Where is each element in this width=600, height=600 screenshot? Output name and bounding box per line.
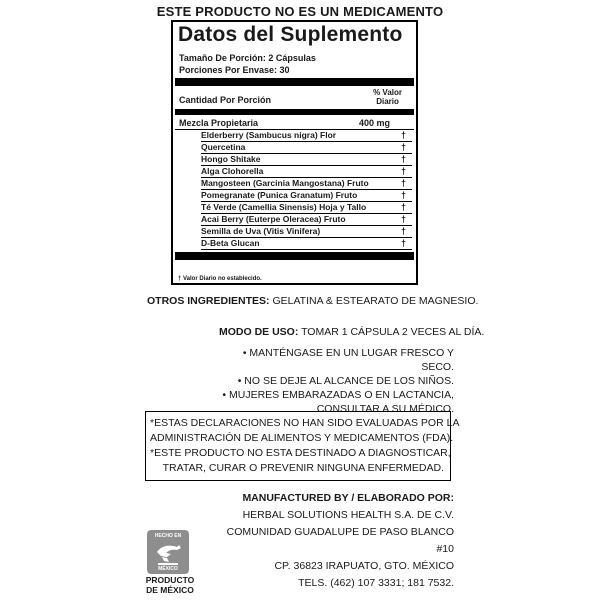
warning-item: • MUJERES EMBARAZADAS O EN LACTANCIA, xyxy=(222,389,454,401)
dagger-mark: † xyxy=(400,130,406,140)
manufacturer-block xyxy=(212,490,454,592)
seal-bottom-text: MÉXICO xyxy=(158,566,178,572)
product-origin-caption xyxy=(140,575,200,595)
warnings-list xyxy=(210,346,454,416)
seal-top-text: HECHO EN xyxy=(154,533,182,539)
ingredient-row xyxy=(201,238,412,250)
disclaimer-line: *ESTAS DECLARACIONES NO HAN SIDO EVALUADAS POR LA xyxy=(150,417,460,429)
manufacturer-line: COMUNIDAD GUADALUPE DE PASO BLANCO #10 xyxy=(226,526,454,555)
product-origin-line2: DE MÉXICO xyxy=(146,585,194,595)
proprietary-blend-label: Mezcla Propietaria xyxy=(179,118,259,128)
ingredient-row xyxy=(201,166,412,178)
product-origin-line1: PRODUCTO xyxy=(145,575,195,585)
thick-divider xyxy=(175,78,414,86)
ingredient-name: Alga Clohorella xyxy=(201,166,264,176)
ingredient-name: Pomegranate (Punica Granatum) Fruto xyxy=(201,190,358,200)
usage-text: TOMAR 1 CÁPSULA 2 VECES AL DÍA. xyxy=(301,326,485,338)
dv-footnote: † Valor Diario no establecido. xyxy=(178,276,262,282)
ingredient-name: Acai Berry (Euterpe Oleracea) Fruto xyxy=(201,214,346,224)
warning-item: • NO SE DEJE AL ALCANCE DE LOS NIÑOS. xyxy=(237,375,454,387)
dagger-mark: † xyxy=(400,166,406,176)
ingredient-row xyxy=(201,178,412,190)
ingredient-name: D-Beta Glucan xyxy=(201,238,260,248)
manufacturer-line: TELS. (462) 107 3331; 181 7532. xyxy=(298,577,454,589)
other-ingredients xyxy=(147,295,478,307)
dagger-mark: † xyxy=(400,142,406,152)
usage-instructions xyxy=(219,326,484,338)
dv-header-line2: Diario xyxy=(376,97,399,106)
manufacturer-line: HERBAL SOLUTIONS HEALTH S.A. DE C.V. xyxy=(242,509,454,521)
thick-divider xyxy=(175,109,414,115)
serving-size: Tamaño De Porción: 2 Cápsulas xyxy=(179,53,316,63)
dagger-mark: † xyxy=(400,202,406,212)
amount-per-serving-header: Cantidad Por Porción xyxy=(179,95,272,105)
ingredient-row xyxy=(201,130,412,142)
ingredient-row xyxy=(201,154,412,166)
dagger-mark: † xyxy=(400,154,406,164)
ingredient-name: Mangosteen (Garcinia Mangostana) Fruto xyxy=(201,178,369,188)
fda-disclaimer-box xyxy=(145,411,460,481)
other-ingredients-text: GELATINA & ESTEARATO DE MAGNESIO. xyxy=(272,295,479,307)
dagger-mark: † xyxy=(400,178,406,188)
dv-header-line1: % Valor xyxy=(373,88,402,97)
supplement-facts-panel xyxy=(171,20,418,285)
ingredient-name: Hongo Shitake xyxy=(201,154,261,164)
dagger-mark: † xyxy=(400,214,406,224)
daily-value-header xyxy=(373,88,402,106)
page-heading: ESTE PRODUCTO NO ES UN MEDICAMENTO xyxy=(156,4,444,19)
dagger-mark: † xyxy=(400,226,406,236)
other-ingredients-label: OTROS INGREDIENTES: xyxy=(147,295,270,307)
ingredient-name: Elderberry (Sambucus nigra) Flor xyxy=(201,130,337,140)
facts-title: Datos del Suplemento xyxy=(178,23,403,46)
servings-per-container: Porciones Por Envase: 30 xyxy=(179,65,290,75)
warning-item: CONSULTAR A SU MÉDICO. xyxy=(316,403,454,415)
ingredient-row xyxy=(201,190,412,202)
warning-item: • MANTÉNGASE EN UN LUGAR FRESCO Y SECO. xyxy=(242,347,454,373)
ingredient-row xyxy=(201,202,412,214)
disclaimer-line: ADMINISTRACIÓN DE ALIMENTOS Y MEDICAMENTOS (FDA). xyxy=(150,432,454,444)
disclaimer-line: *ESTE PRODUCTO NO ESTA DESTINADO A DIAGNOSTICAR, xyxy=(150,447,451,459)
disclaimer-line: TRATAR, CURAR O PREVENIR NINGUNA ENFERMEDAD. xyxy=(162,462,444,474)
ingredient-name: Té Verde (Camellia Sinensis) Hoja y Tallo xyxy=(201,202,367,212)
ingredient-name: Quercetina xyxy=(201,142,246,152)
ingredient-row xyxy=(201,142,412,154)
dagger-mark: † xyxy=(400,190,406,200)
ingredient-list xyxy=(179,130,412,250)
thick-divider xyxy=(175,252,414,260)
dagger-mark: † xyxy=(400,238,406,248)
proprietary-blend-amount: 400 mg xyxy=(358,118,390,128)
hecho-en-mexico-seal xyxy=(147,530,189,574)
usage-label: MODO DE USO: xyxy=(219,326,299,338)
ingredient-row xyxy=(201,214,412,226)
manufacturer-heading: MANUFACTURED BY / ELABORADO POR: xyxy=(242,492,454,504)
ingredient-name: Semilla de Uva (Vitis Vinifera) xyxy=(201,226,321,236)
manufacturer-line: CP. 36823 IRAPUATO, GTO. MÉXICO xyxy=(274,560,454,572)
ingredient-row xyxy=(201,226,412,238)
